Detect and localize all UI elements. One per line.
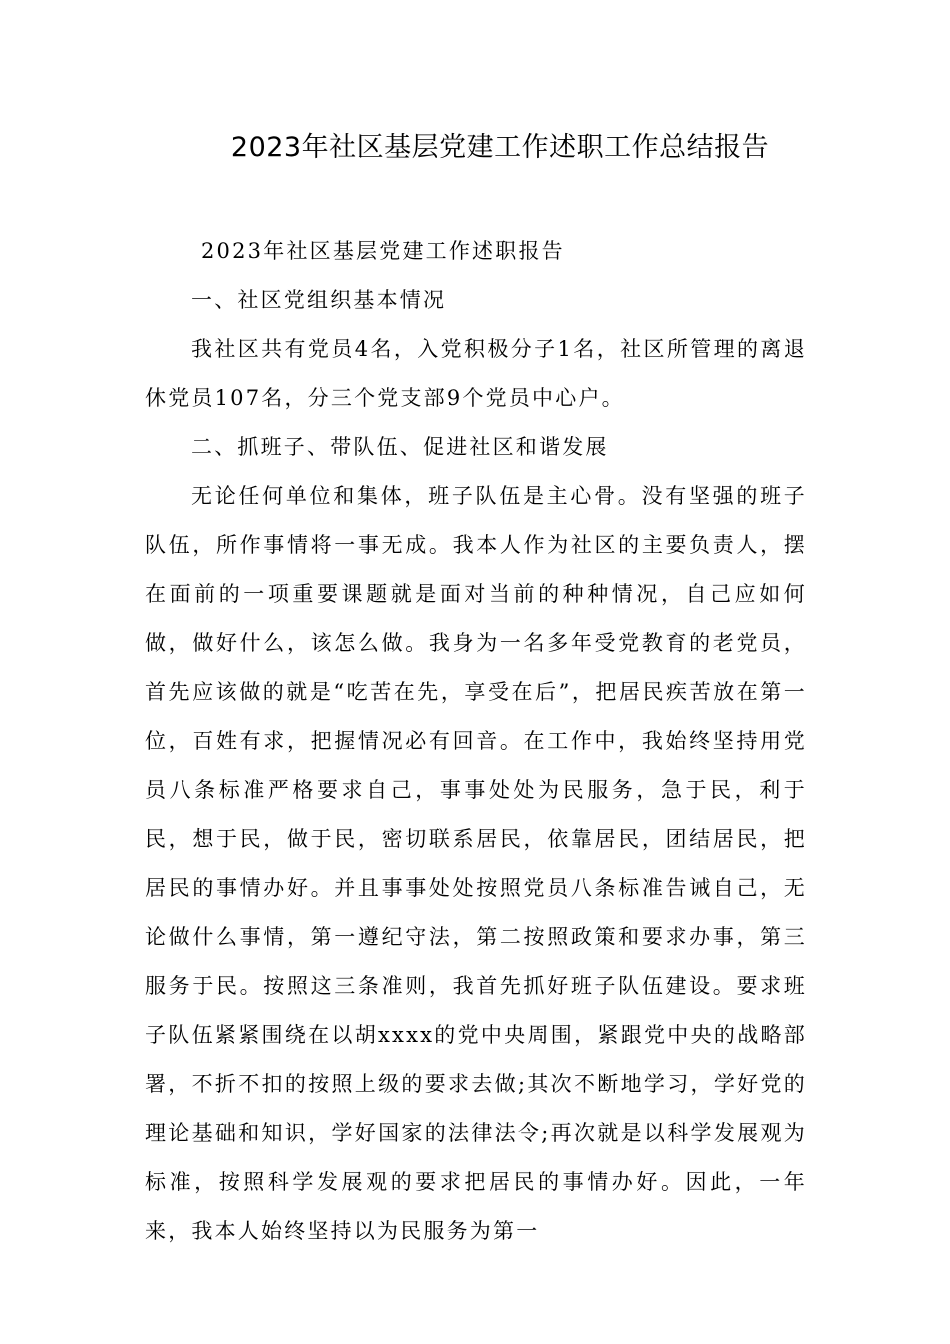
paragraph-party-overview: 我社区共有党员4名，入党积极分子1名，社区所管理的离退休党员107名，分三个党支部9个党员中心户。	[145, 337, 807, 410]
section-heading-1: 一、社区党组织基本情况	[191, 288, 447, 312]
document-body	[145, 227, 807, 1256]
document-title: 2023年社区基层党建工作述职工作总结报告	[230, 132, 770, 163]
section-heading-2: 二、抓班子、带队伍、促进社区和谐发展	[191, 435, 609, 459]
report-subtitle: 2023年社区基层党建工作述职报告	[201, 239, 565, 263]
paragraph-team-building: 无论任何单位和集体，班子队伍是主心骨。没有坚强的班子队伍，所作事情将一事无成。我本人作为社区的主要负责人，摆在面前的一项重要课题就是面对当前的种种情况，自己应如何做，做好什么，该怎么做。我身为一名多年受党教育的老党员，首先应该做的就是“吃苦在先，享受在后”，把居民疾苦放在第一位，百姓有求，把握情况必有回音。在工作中，我始终坚持用党员八条标准严格要求自己，事事处处为民服务，急于民，利于民，想于民，做于民，密切联系居民，依靠居民，团结居民，把居民的事情办好。并且事事处处按照党员八条标准告诫自己，无论做什么事情，第一遵纪守法，第二按照政策和要求办事，第三服务于民。按照这三条准则，我首先抓好班子队伍建设。要求班子队伍紧紧围绕在以胡xxxx的党中央周围，紧跟党中央的战略部署，不折不扣的按照上级的要求去做;其次不断地学习，学好党的理论基础和知识，学好国家的法律法令;再次就是以科学发展观为标准，按照科学发展观的要求把居民的事情办好。因此，一年来，我本人始终坚持以为民服务为第一	[145, 484, 807, 1243]
